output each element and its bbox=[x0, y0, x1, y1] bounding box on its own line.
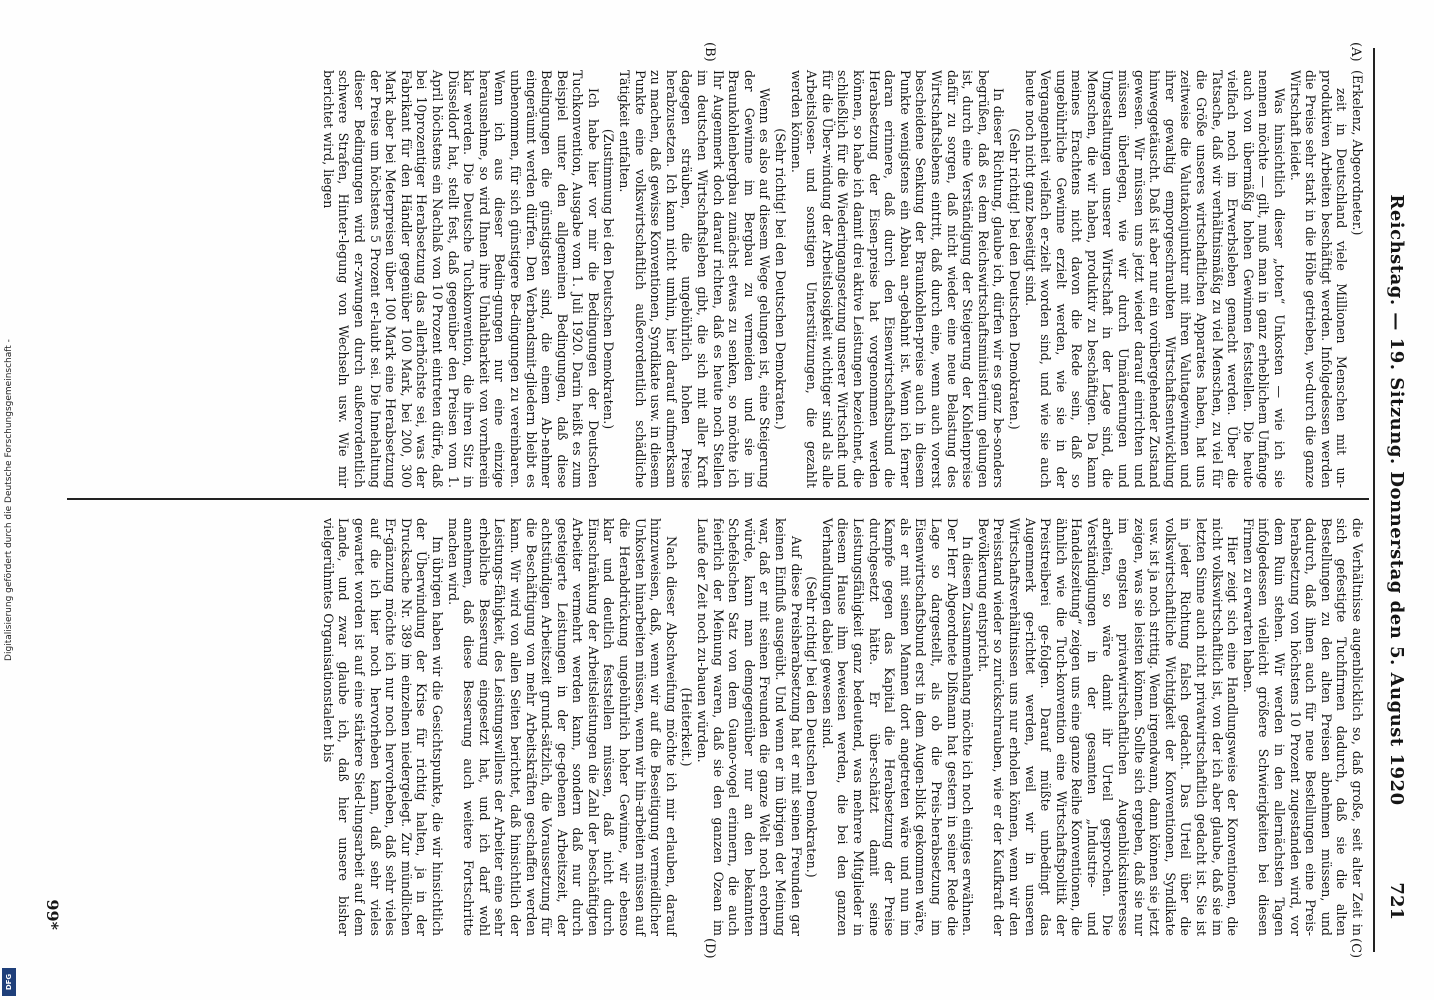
paragraph: (Erkelenz, Abgeordneter.) bbox=[1350, 70, 1365, 236]
page-header bbox=[1381, 50, 1409, 950]
dfg-logo bbox=[2, 968, 16, 996]
paragraph: Ich habe hier vor mir die Bedingungen der Deutschen Tuchkonvention, Ausgabe vom 1. Juli 1920. Darin heißt es zum Beispiel unter den allgemeinen Bedingungen, daß diese Bedingungen die günstigsten sind, die einem Ab-nehmer eingeräumt werden dürfen. Den Verbandsmit-gliedern bleibt es unbenommen, für sich günstigere Be-dingungen zu vereinbaren. Wenn ich aus dieser Bedin-gungen nur eine einzige herausnehme, so wird Ihnen ihre Unhaltbarkeit von vornherein klar werden. Die Deutsche Tuchkonvention, die ihren Sitz in Düsseldorf hat, stellt fest, daß gegenüber den Preisen vom 1. April höchstens ein Nachlaß von 10 Prozent eintreten dürfe, daß bei 10prozentiger Herabsetzung das allerhöchste sei, was der Fabrikant für den Händler gegenüber 100 Mark, bei 200, 300 Mark aber bei Meterpreisen über 100 Mark eine Herabsetzung der Preise um höchstens 5 Prozent er-laubt sei. Die Innehaltung dieser Bedingungen wird er-zwungen durch außerordentlich schwere Strafen, Hinter-legung von Wechseln usw. Wie mir berichtet wird, liegen bbox=[320, 70, 601, 488]
interjection: (Zustimmung bei den Deutschen Demokraten.) bbox=[601, 128, 617, 430]
page-number: 721 bbox=[1386, 882, 1407, 920]
paragraph: Auf diese Preisherabsetzung hat er mit seinen Freunden gar keinen Einfluß ausgeübt. Und wenn er im übrigen der Meinung war, daß er mit seinen Freunden die ganze Welt noch erobern würde, kann man demgegenüber nur an den bekannten Schefelschen Satz von dem Guano-vogel erinnern, die auch feierlich der Meinung waren, daß sie den ganzen Ozean im Laufe der Zeit noch zu-bauen würden. bbox=[695, 518, 804, 936]
document-page bbox=[37, 40, 1417, 960]
margin-mark-c: (C) bbox=[1348, 938, 1363, 959]
signature-mark: 99* bbox=[43, 899, 62, 930]
paragraph: Was hinsichtlich dieser „toten“ Unkosten — wie ich sie nennen möchte — gilt, muß man in ganz erheblichem Umfange auch von übermäßig hohen Gewinnen feststellen. Die heute vielfach noch im Erwerbsleben gemacht werden. Über die Tatsache, daß wir verhältnismäßig zu viel Menschen, zu viel für die Größe unseres wirtschaftlichen Apparates haben, hat uns zeitweise die Valutakonjunktur mit ihren Valutagewinnen und ihrer gewaltig emporgeschraubten Wirtschaftsentwicklung hinweggetäuscht. Daß ist aber nur ein vorübergehender Zustand gewesen. Wir müssen uns jetzt wieder darauf einrichten und müssen überlegen, wie wir durch Umänderungen und Umgestaltungen unserer Wirtschaft in der Lage sind, die Menschen, die wir haben, produktiv zu beschäftigen. Da kann meines Erachtens nicht davon die Rede sein, daß so ungebührliche Gewinne erzielt werden, wie sie in der Vergangenheit vielfach er-zielt worden sind, und wie sie auch heute noch nicht ganz beseitigt sind. bbox=[1022, 70, 1288, 488]
digitization-note-text: Digitalisierung gefördert durch die Deutsche Forschungsgemeinschaft - bbox=[4, 339, 14, 661]
paragraph: Wenn es also auf diesem Wege gelungen ist, eine Steigerung der Gewinne im Bergbau zu vermeiden und sie im Braunkohlenbergbau zunächst etwas zu senken, so möchte ich Ihr Augenmerk doch darauf richten, daß es heute noch Stellen im deutschen Wirtschaftsleben gibt, die sich mit aller Kraft dagegen sträuben, die ungebührlich hohen Preise herabzusetzen. Ich kann nicht umhin, hier darauf aufmerksam zu machen, daß gewisse Konventionen, Syndikate usw. in diesem Punkte eine volkswirtschaftlich außerordentlich schädliche Tätigkeit entfalten. bbox=[617, 70, 773, 488]
paragraph: In dieser Richtung, glaube ich, dürfen wir es ganz be-sonders begrüßen, daß es dem Reichswirtschaftsministerium gelungen ist, durch eine Verständigung der Steigerung der Kohlenpreise dafür zu sorgen, daß nicht wieder eine neue Belastung des Wirtschaftslebens eintritt, daß durch eine, wenn auch vorerst bescheidene Senkung der Braunkohlen-preise auch in diesem Punkte wenigstens ein Abbau an-gebahnt ist. Wenn ich ferner daran erinnere, daß durch den Eisenwirtschaftsbund die Herabsetzung der Eisen-preise hat vorgenommen werden können, so habe ich damit drei aktive Leistungen bezeichnet, die schließlich für die Wiederingangsetzung unserer Wirtschaft und für die Über-windung der Arbeitslosigkeit wichtiger sind als alle Arbeitslosen- und sonstigen Unterstützungen, die gezahlt werden können. bbox=[788, 70, 1007, 488]
paragraph: die Verhältnisse augenblicklich so, daß große, seit alter Zeit in sich gefestigte Tuchfirmen dadurch, daß sie die alten Bestellungen zu den alten Preisen abnehmen müssen, und dadurch, daß ihnen auch für neue Bestellungen eine Preis-herabsetzung von höchstens 10 Prozent zugestanden wird, vor dem Ruin stehen. Wir werden in den allernächsten Tagen infolgedessen vielleicht größere Schwierigkeiten bei diesen Firmen zu erwarten haben. bbox=[1240, 518, 1365, 936]
interjection: (Heiterkeit.) bbox=[679, 687, 695, 767]
digitization-note bbox=[0, 0, 18, 1000]
paragraph: Nach dieser Abschweifung möchte ich mir erlauben, darauf hinzuweisen, daß, wenn wir auf die Beseitigung vermeidlicher Unkosten hinarbeiten müssen, wenn wir hin-arbeiten müssen auf die Herabdrückung ungebührlich hoher Gewinne, wir ebenso klar und deutlich feststellen müssen, daß nicht durch Einschränkung der Arbeitsleistungen die Zahl der beschäftigten Arbeiter vermehrt werden kann, sondern daß nur durch gesteigerte Leistungen in der ge-gebenen Arbeitszeit, der achtstündigen Arbeitszeit grund-sätzlich, die Voraussetzung für die Beschäftigung von mehr Arbeitskräften geschaffen werden kann. Wir wird von allen Seiten berichtet, daß hinsichtlich der Leistungs-fähigkeit, des Leistungswillens der Arbeiter eine sehr erhebliche Besserung eingesetzt hat, und ich darf wohl annehmen, daß diese Besserung auch weitere Fortschritte machen wird. bbox=[445, 518, 679, 936]
header-title: Reichstag. — 19. Sitzung. Donnerstag den 5. August 1920 bbox=[1386, 194, 1407, 806]
paragraph: Im übrigen haben wir die Gesichtspunkte, die wir hinsichtlich der Überwindung der Krise für richtig halten, ja in der Drucksache Nr. 389 im einzelnen niedergelegt. Zur mündlichen Er-gänzung möchte ich nur noch hervorheben, daß sehr vieles auf die ich hier noch hervorheben kann, daß sehr vieles gewartet worden ist auf eine stärkere Sied-lungsarbeit auf dem Lande, und zwar glaube ich, daß hier unsere bisher vielgerühmtes Organisationstalent bis bbox=[320, 518, 445, 936]
interjection: (Sehr richtig! bei den Deutschen Demokraten.) bbox=[1006, 128, 1022, 430]
right-column bbox=[320, 518, 1365, 936]
left-column bbox=[320, 70, 1365, 488]
margin-mark-b: (B) bbox=[702, 42, 717, 62]
paragraph: zeit in Deutschland viele Millionen Menschen mit un-produktiven Arbeiten beschäftigt werden. Infolgedessen werden die Preise sehr stark in die Höhe getrieben, wo-durch die ganze Wirtschaft leidet. bbox=[1287, 70, 1350, 488]
paragraph: Hier zeigt sich eine Handlungsweise der Konventionen, die nicht volkswirtschaftlich ist, von der ich aber glaube, daß sie im letzten Sinne auch nicht privatwirtschaftlich gedacht ist. Sie ist in jeder Richtung falsch gedacht. Das Urteil über die volkswirtschaftliche Wichtigkeit der Konventionen, Syndikate usw. ist ja noch strittig. Wenn irgendwann, dann können sie jetzt zeigen, was sie leisten können. Sollte sich ergeben, daß sie nur im engsten privatwirtschaftlichen Augenblicksinteresse arbeiten, so wäre damit ihr Urteil gesprochen. Die Verständigungen in der gesamten „Industrie- und Handelszeitung“ zeigen uns eine ganze Reihe Konventionen, die ähnlich wie die Tuch-konvention eine Wirtschaftspolitik der Preistreiberei ge-folgen. Darauf müßte unbedingt das Augenmerk ge-richtet werden, weil wir in unseren Wirtschaftsverhältnissen uns nur erholen können, wenn wir den Preisstand wieder so zurückschrauben, wie er der Kaufkraft der Bevölkerung entspricht. bbox=[975, 518, 1241, 936]
interjection: (Sehr richtig! bei den Deutschen Demokraten.) bbox=[804, 576, 820, 878]
margin-mark-d: (D) bbox=[702, 938, 717, 959]
margin-mark-a: (A) bbox=[1348, 42, 1363, 62]
interjection: (Sehr richtig! bei den Deutschen Demokraten.) bbox=[773, 128, 789, 430]
column-divider bbox=[67, 498, 1369, 500]
header-rule bbox=[1373, 48, 1375, 952]
paragraph: In diesem Zusammenhang möchte ich noch einiges erwähnen. Der Herr Abgeordnete Dißmann hat gestern in seiner Rede die Lage so dargestellt, als ob die Preis-herabsetzung im Eisenwirtschaftsbund erst in dem Augen-blick gekommen wäre, als er mit seinen Mannen dort angetreten wäre und nun im Kampfe gegen das Kapital die Herabsetzung der Preise durchgesetzt hätte. Er über-schätzt damit seine Leistungsfähigkeit ganz bedeutend, was mehrere Mitglieder in diesem Hause ihm beweisen werden, die bei den ganzen Verhandlungen dabei gewesen sind. bbox=[819, 518, 976, 936]
dfg-logo-text: DFG bbox=[5, 973, 13, 991]
